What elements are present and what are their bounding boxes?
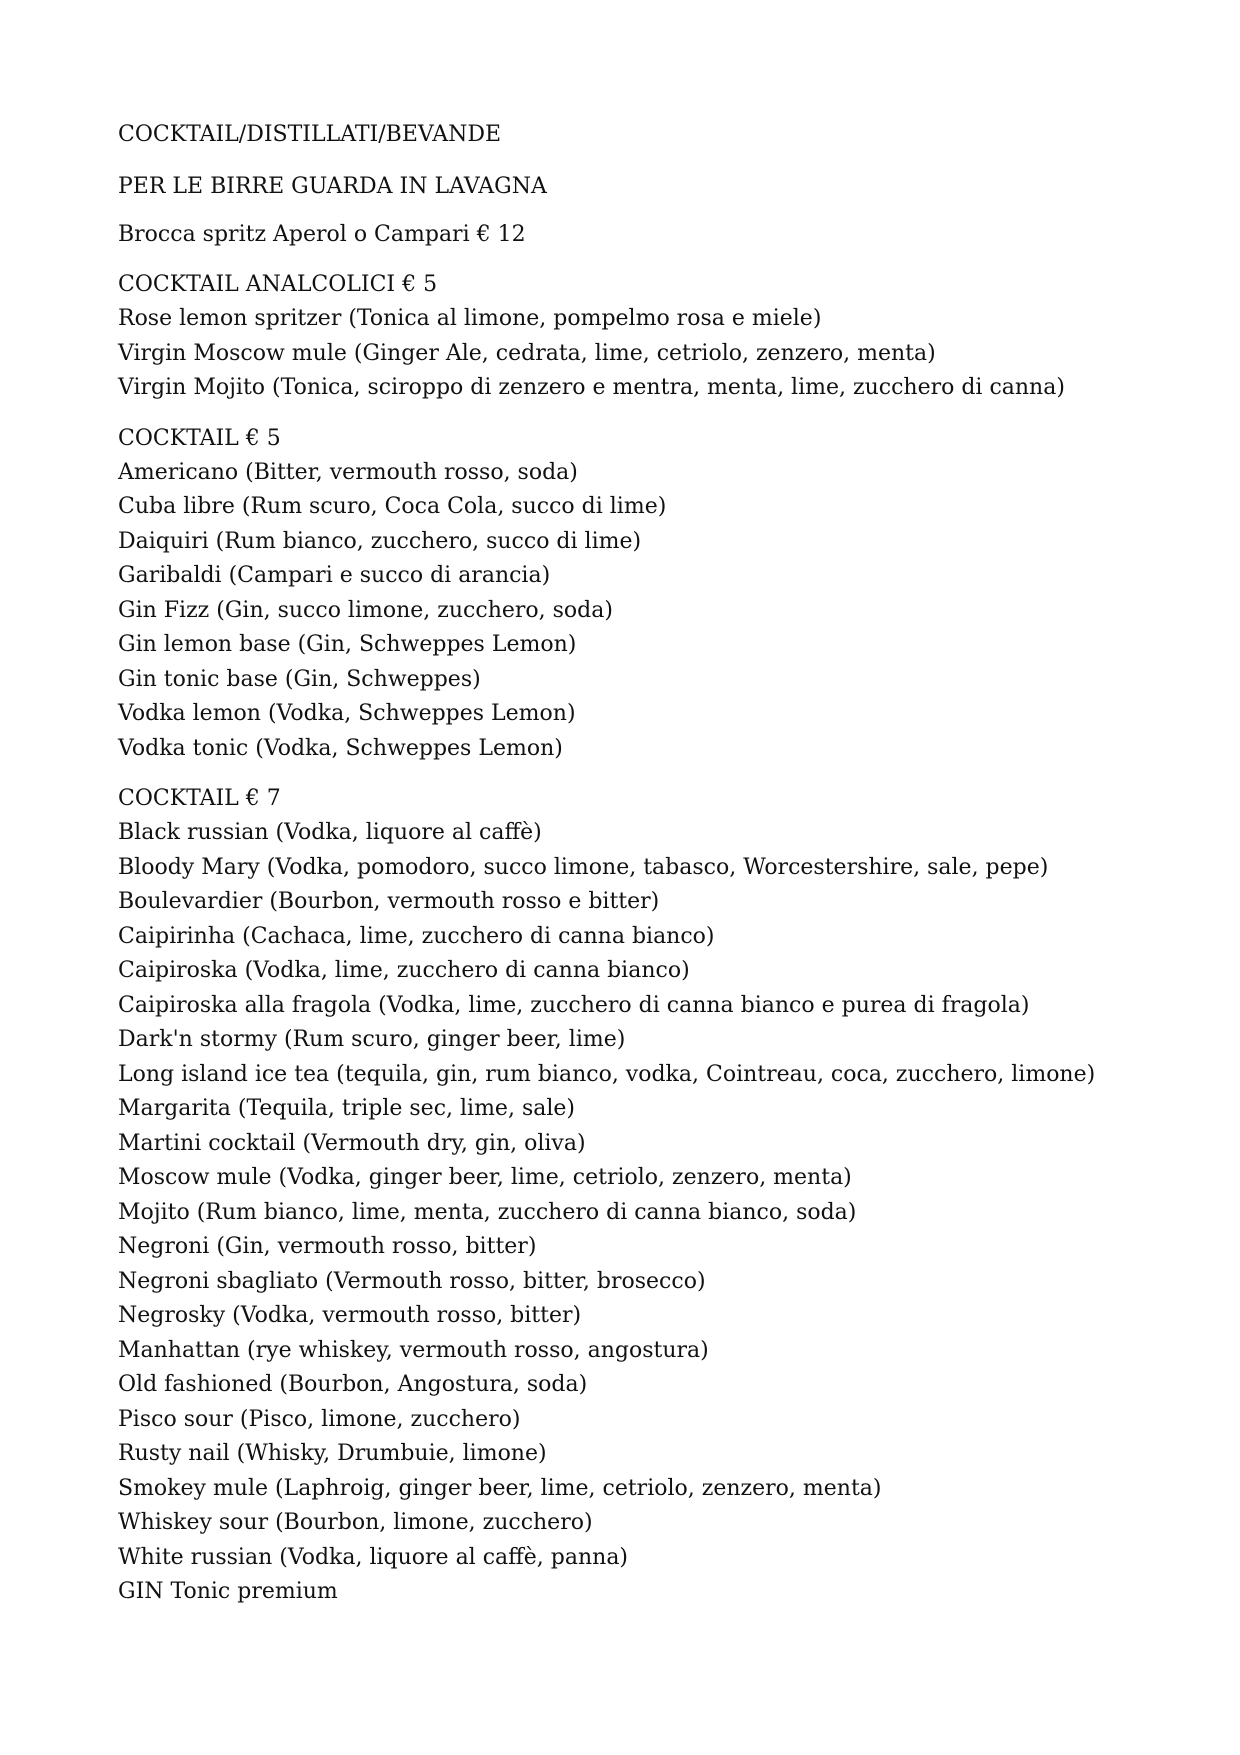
- list-item: Whiskey sour (Bourbon, limone, zucchero): [118, 1510, 593, 1535]
- list-item: White russian (Vodka, liquore al caffè, panna): [118, 1544, 629, 1570]
- list-item: Old fashioned (Bourbon, Angostura, soda): [118, 1372, 588, 1397]
- list-item: Gin lemon base (Gin, Schweppes Lemon): [118, 632, 577, 657]
- list-item: Daiquiri (Rum bianco, zucchero, succo di lime): [118, 528, 642, 554]
- list-item: Americano (Bitter, vermouth rosso, soda): [118, 459, 578, 485]
- list-item: Smokey mule (Laphroig, ginger beer, lime, cetriolo, zenzero, menta): [118, 1475, 882, 1501]
- section-items-cocktail-5: [118, 456, 1178, 767]
- list-item: Negroni (Gin, vermouth rosso, bitter): [118, 1234, 537, 1259]
- list-item: Virgin Mojito (Tonica, sciroppo di zenzero e mentra, menta, lime, zucchero di canna): [118, 375, 1065, 400]
- list-item: Black russian (Vodka, liquore al caffè): [118, 820, 542, 845]
- list-item: Dark'n stormy (Rum scuro, ginger beer, lime): [118, 1027, 626, 1052]
- section-items-cocktail-7: [118, 816, 1178, 1610]
- list-item: Vodka lemon (Vodka, Schweppes Lemon): [118, 701, 576, 726]
- list-item: Boulevardier (Bourbon, vermouth rosso e bitter): [118, 889, 660, 914]
- spritz-offer: Brocca spritz Aperol o Campari € 12: [118, 222, 526, 247]
- list-item: Rusty nail (Whisky, Drumbuie, limone): [118, 1441, 547, 1466]
- list-item: Moscow mule (Vodka, ginger beer, lime, cetriolo, zenzero, menta): [118, 1165, 852, 1190]
- page-title: COCKTAIL/DISTILLATI/BEVANDE: [118, 122, 502, 147]
- list-item: Gin tonic base (Gin, Schweppes): [118, 666, 481, 692]
- list-item: Mojito (Rum bianco, lime, menta, zucchero di canna bianco, soda): [118, 1199, 857, 1225]
- list-item: Negroni sbagliato (Vermouth rosso, bitter, brosecco): [118, 1268, 706, 1294]
- list-item: Margarita (Tequila, triple sec, lime, sale): [118, 1096, 575, 1121]
- beer-note: PER LE BIRRE GUARDA IN LAVAGNA: [118, 174, 547, 199]
- list-item: Caipiroska (Vodka, lime, zucchero di canna bianco): [118, 958, 690, 983]
- list-item: Caipirinha (Cachaca, lime, zucchero di canna bianco): [118, 923, 715, 949]
- list-item: Pisco sour (Pisco, limone, zucchero): [118, 1406, 521, 1432]
- section-items-analcolici: [118, 302, 1178, 406]
- list-item: Cuba libre (Rum scuro, Coca Cola, succo di lime): [118, 494, 667, 519]
- list-item: GIN Tonic premium: [118, 1579, 338, 1604]
- list-item: Gin Fizz (Gin, succo limone, zucchero, soda): [118, 597, 613, 623]
- list-item: Manhattan (rye whiskey, vermouth rosso, angostura): [118, 1337, 709, 1363]
- list-item: Garibaldi (Campari e succo di arancia): [118, 563, 551, 588]
- menu-content: [118, 118, 1178, 1610]
- list-item: Rose lemon spritzer (Tonica al limone, pompelmo rosa e miele): [118, 306, 822, 331]
- list-item: Caipiroska alla fragola (Vodka, lime, zucchero di canna bianco e purea di fragola): [118, 992, 1030, 1018]
- list-item: Negrosky (Vodka, vermouth rosso, bitter): [118, 1303, 582, 1328]
- list-item: Virgin Moscow mule (Ginger Ale, cedrata, lime, cetriolo, zenzero, menta): [118, 340, 936, 366]
- section-heading-analcolici: COCKTAIL ANALCOLICI € 5: [118, 272, 438, 297]
- list-item: Long island ice tea (tequila, gin, rum bianco, vodka, Cointreau, coca, zucchero, limone): [118, 1061, 1096, 1087]
- list-item: Martini cocktail (Vermouth dry, gin, oliva): [118, 1130, 586, 1156]
- list-item: Vodka tonic (Vodka, Schweppes Lemon): [118, 735, 563, 761]
- list-item: Bloody Mary (Vodka, pomodoro, succo limone, tabasco, Worcestershire, sale, pepe): [118, 854, 1049, 880]
- section-heading-cocktail-7: COCKTAIL € 7: [118, 786, 281, 811]
- section-heading-cocktail-5: COCKTAIL € 5: [118, 425, 281, 451]
